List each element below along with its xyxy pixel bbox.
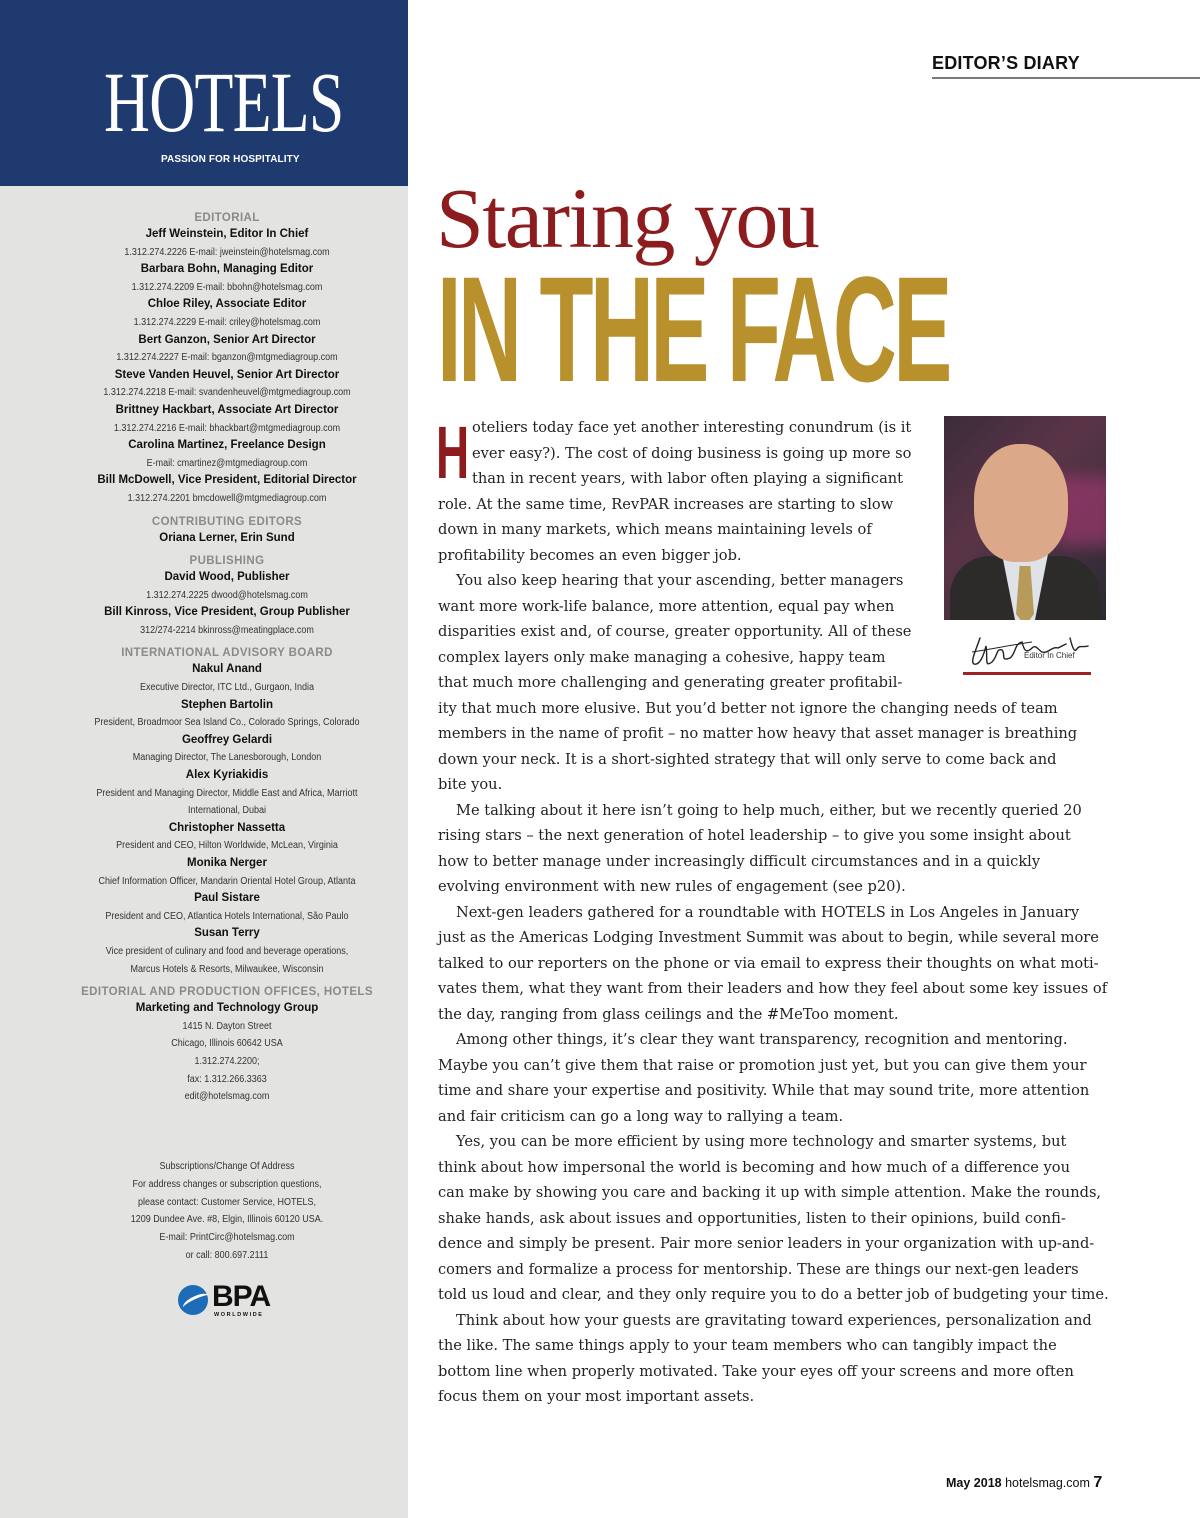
masthead-name: Bill McDowell, Vice President, Editorial Director [97,474,357,487]
masthead-detail: Vice president of culinary and food and beverage operations, [105,945,349,957]
masthead-name: Nakul Anand [192,663,262,676]
section-rule [932,77,1200,79]
subscriptions-line: E-mail: PrintCirc@hotelsmag.com [159,1232,295,1244]
article-line: ever easy?). The cost of doing business is going up more so [472,444,912,462]
masthead-name: Steve Vanden Heuvel, Senior Art Director [114,368,340,381]
subscriptions-line: For address changes or subscription questions, [132,1178,322,1190]
article-line: vates them, what they want from their leaders and how they feel about some key issues of [438,980,1108,997]
masthead-name: Bill Kinross, Vice President, Group Publisher [104,606,350,619]
masthead-detail: International, Dubai [187,805,267,817]
masthead-name: Jeff Weinstein, Editor In Chief [145,228,309,240]
signature-rule [963,672,1091,675]
article-line: want more work-life balance, more attention, equal pay when [438,597,895,615]
article-line: how to better manage under increasingly difficult circumstances and in a quickly [438,852,1041,870]
subscriptions-line: or call: 800.697.2111 [185,1249,269,1261]
masthead-name: Oriana Lerner, Erin Sund [159,531,295,544]
subscriptions-line: please contact: Customer Service, HOTELS, [137,1196,317,1208]
headline-line-2: IN THE FACE [437,245,949,413]
masthead-name: Susan Terry [194,927,260,940]
article-line: Among other things, it’s clear they want transparency, recognition and mentoring. [456,1031,1068,1048]
folio-site: hotelsmag.com [1005,1476,1090,1490]
masthead-name: Paul Sistare [194,892,260,905]
article-line: shake hands, ask about issues and opportunities, listen to their opinions, build confi- [438,1209,1066,1227]
article-line: ity that much more elusive. But you’d better not ignore the changing needs of team [438,699,1058,717]
subscriptions-line: Subscriptions/Change Of Address [159,1161,295,1172]
masthead-section-heading: INTERNATIONAL ADVISORY BOARD [121,647,333,660]
masthead-name: David Wood, Publisher [164,571,290,584]
brand-banner [0,0,408,186]
article-line: than in recent years, with labor often playing a significant [472,470,904,487]
article-line: Next-gen leaders gathered for a roundtable with HOTELS in Los Angeles in January [456,903,1080,921]
folio-page-number: 7 [1093,1474,1103,1491]
masthead-name: Carolina Martinez, Freelance Design [128,439,326,452]
masthead-sidebar [0,0,408,1518]
article-line: and fair criticism can go a long way to rallying a team. [438,1107,844,1125]
article-line: comers and formalize a process for mentorship. These are things our next-gen leaders [438,1260,1079,1278]
masthead-name: Chloe Riley, Associate Editor [147,298,307,311]
masthead-detail: Chief Information Officer, Mandarin Oriental Hotel Group, Atlanta [98,875,356,887]
masthead-name: Stephen Bartolin [180,698,273,711]
masthead-detail: Chicago, Illinois 60642 USA [171,1038,283,1050]
article-line: told us loud and clear, and they only require you to do a better job of budgeting your time. [438,1286,1109,1303]
bpa-logo-subtext: WORLDWIDE [214,1312,264,1318]
article-line: down in many markets, which means maintaining levels of [438,521,872,538]
masthead-detail: 1.312.274.2209 E-mail: bbohn@hotelsmag.com [131,281,323,293]
masthead-name: Monika Nerger [187,857,267,869]
editor-portrait-photo [944,416,1106,620]
article-line: members in the name of profit – no matter how heavy that asset manager is breathing [438,725,1078,742]
masthead-name: Marketing and Technology Group [135,1002,319,1015]
drop-cap: H [436,411,470,494]
article-line: bottom line when properly motivated. Take your eyes off your screens and more often [438,1362,1074,1380]
masthead-detail: Managing Director, The Lanesborough, London [132,752,322,764]
masthead-name: Brittney Hackbart, Associate Art Director [115,403,339,416]
article-line: talked to our reporters on the phone or via email to express their thoughts on what moti- [438,954,1099,972]
masthead-detail: Executive Director, ITC Ltd., Gurgaon, India [139,682,315,694]
hotels-logo: HOTELS [104,54,344,150]
masthead-section-heading: PUBLISHING [189,555,265,568]
masthead-detail: 1.312.274.2200; [194,1055,260,1067]
bpa-logo-text: BPA [212,1280,271,1313]
masthead-detail: edit@hotelsmag.com [184,1091,270,1103]
article-line: Yes, you can be more efficient by using more technology and smarter systems, but [456,1133,1067,1150]
masthead-detail: 1.312.274.2201 bmcdowell@mtgmediagroup.com [127,492,327,504]
masthead-detail: 1415 N. Dayton Street [182,1020,272,1032]
signature-caption: Editor In Chief [1024,651,1075,660]
article-line: Me talking about it here isn’t going to help much, either, but we recently queried 20 [456,801,1082,819]
article-line: down your neck. It is a short-sighted strategy that will only serve to come back and [438,750,1057,768]
masthead-detail: 1.312.274.2227 E-mail: bganzon@mtgmediagroup.com [116,352,338,364]
article-line: rising stars – the next generation of hotel leadership – to give you some insight about [438,827,1071,844]
masthead-detail: 1.312.274.2225 dwood@hotelsmag.com [146,589,308,601]
article-line: the day, ranging from glass ceilings and the #MeToo moment. [438,1005,899,1023]
subscriptions-line: 1209 Dundee Ave. #8, Elgin, Illinois 60120 USA. [130,1214,324,1226]
masthead-detail: 312/274-2214 bkinross@meatingplace.com [140,624,314,636]
masthead-detail: 1.312.274.2226 E-mail: jweinstein@hotelsmag.com [124,246,330,258]
article-line: Maybe you can’t give them that raise or promotion just yet, but you can give them your [438,1056,1087,1074]
masthead-name: Christopher Nassetta [168,821,286,834]
article-line: role. At the same time, RevPAR increases are starting to slow [438,495,894,513]
article-line: the like. The same things apply to your team members who can tangibly impact the [438,1337,1057,1354]
masthead-name: Barbara Bohn, Managing Editor [140,263,314,276]
folio-issue: May 2018 [946,1476,1002,1490]
article-line: evolving environment with new rules of engagement (see p20). [438,878,906,895]
article-line: just as the Americas Lodging Investment Summit was about to begin, while several more [438,929,1099,946]
brand-tagline: PASSION FOR HOSPITALITY [161,154,300,165]
masthead-name: Geoffrey Gelardi [181,733,273,746]
article-line: disparities exist and, of course, greater opportunity. All of these [438,623,912,640]
article-line: focus them on your most important assets. [438,1388,755,1405]
article-line: think about how impersonal the world is becoming and how much of a difference you [438,1158,1070,1176]
masthead-section-heading: EDITORIAL [194,212,260,224]
masthead-section-heading: EDITORIAL AND PRODUCTION OFFICES, HOTELS [81,986,373,999]
masthead-list [0,210,454,1106]
masthead-detail: President and Managing Director, Middle East and Africa, Marriott [96,787,358,799]
masthead-detail: 1.312.274.2216 E-mail: bhackbart@mtgmediagroup.com [113,422,341,434]
headline-line-1: Staring you [436,170,819,266]
masthead-detail: E-mail: cmartinez@mtgmediagroup.com [146,457,308,469]
article-line: that much more challenging and generating greater profitabil- [438,674,903,691]
subscriptions-info [0,1158,454,1265]
masthead-detail: Marcus Hotels & Resorts, Milwaukee, Wisconsin [130,963,324,975]
masthead-section-heading: CONTRIBUTING EDITORS [151,515,303,528]
masthead-detail: 1.312.274.2229 E-mail: criley@hotelsmag.com [133,316,321,328]
article-line: complex layers only make managing a cohesive, happy team [438,648,886,666]
article-line: time and share your expertise and positivity. While that may sound trite, more attention [438,1082,1090,1099]
masthead-name: Alex Kyriakidis [185,769,269,782]
article-line: oteliers today face yet another interesting conundrum (is it [472,419,912,436]
article-line: You also keep hearing that your ascending, better managers [456,572,904,589]
bpa-worldwide-logo [178,1282,288,1322]
article-line: profitability becomes an even bigger job. [438,546,742,564]
section-label: EDITOR’S DIARY [932,53,1080,73]
masthead-detail: President and CEO, Atlantica Hotels International, São Paulo [105,910,349,922]
page-folio [946,1474,1102,1492]
masthead-detail: fax: 1.312.266.3363 [187,1073,267,1085]
article-line: can make by showing you care and backing it up with simple attention. Make the rounds, [438,1184,1102,1201]
masthead-detail: 1.312.274.2218 E-mail: svandenheuvel@mtgmediagroup.com [103,387,351,399]
masthead-detail: President and CEO, Hilton Worldwide, McLean, Virginia [116,840,338,852]
masthead-detail: President, Broadmoor Sea Island Co., Colorado Springs, Colorado [94,717,360,729]
article-line: dence and simply be present. Pair more senior leaders in your organization with up-and- [438,1235,1095,1252]
masthead-name: Bert Ganzon, Senior Art Director [138,333,316,346]
article-line: bite you. [438,776,503,793]
article-line: Think about how your guests are gravitating toward experiences, personalization and [456,1311,1092,1329]
